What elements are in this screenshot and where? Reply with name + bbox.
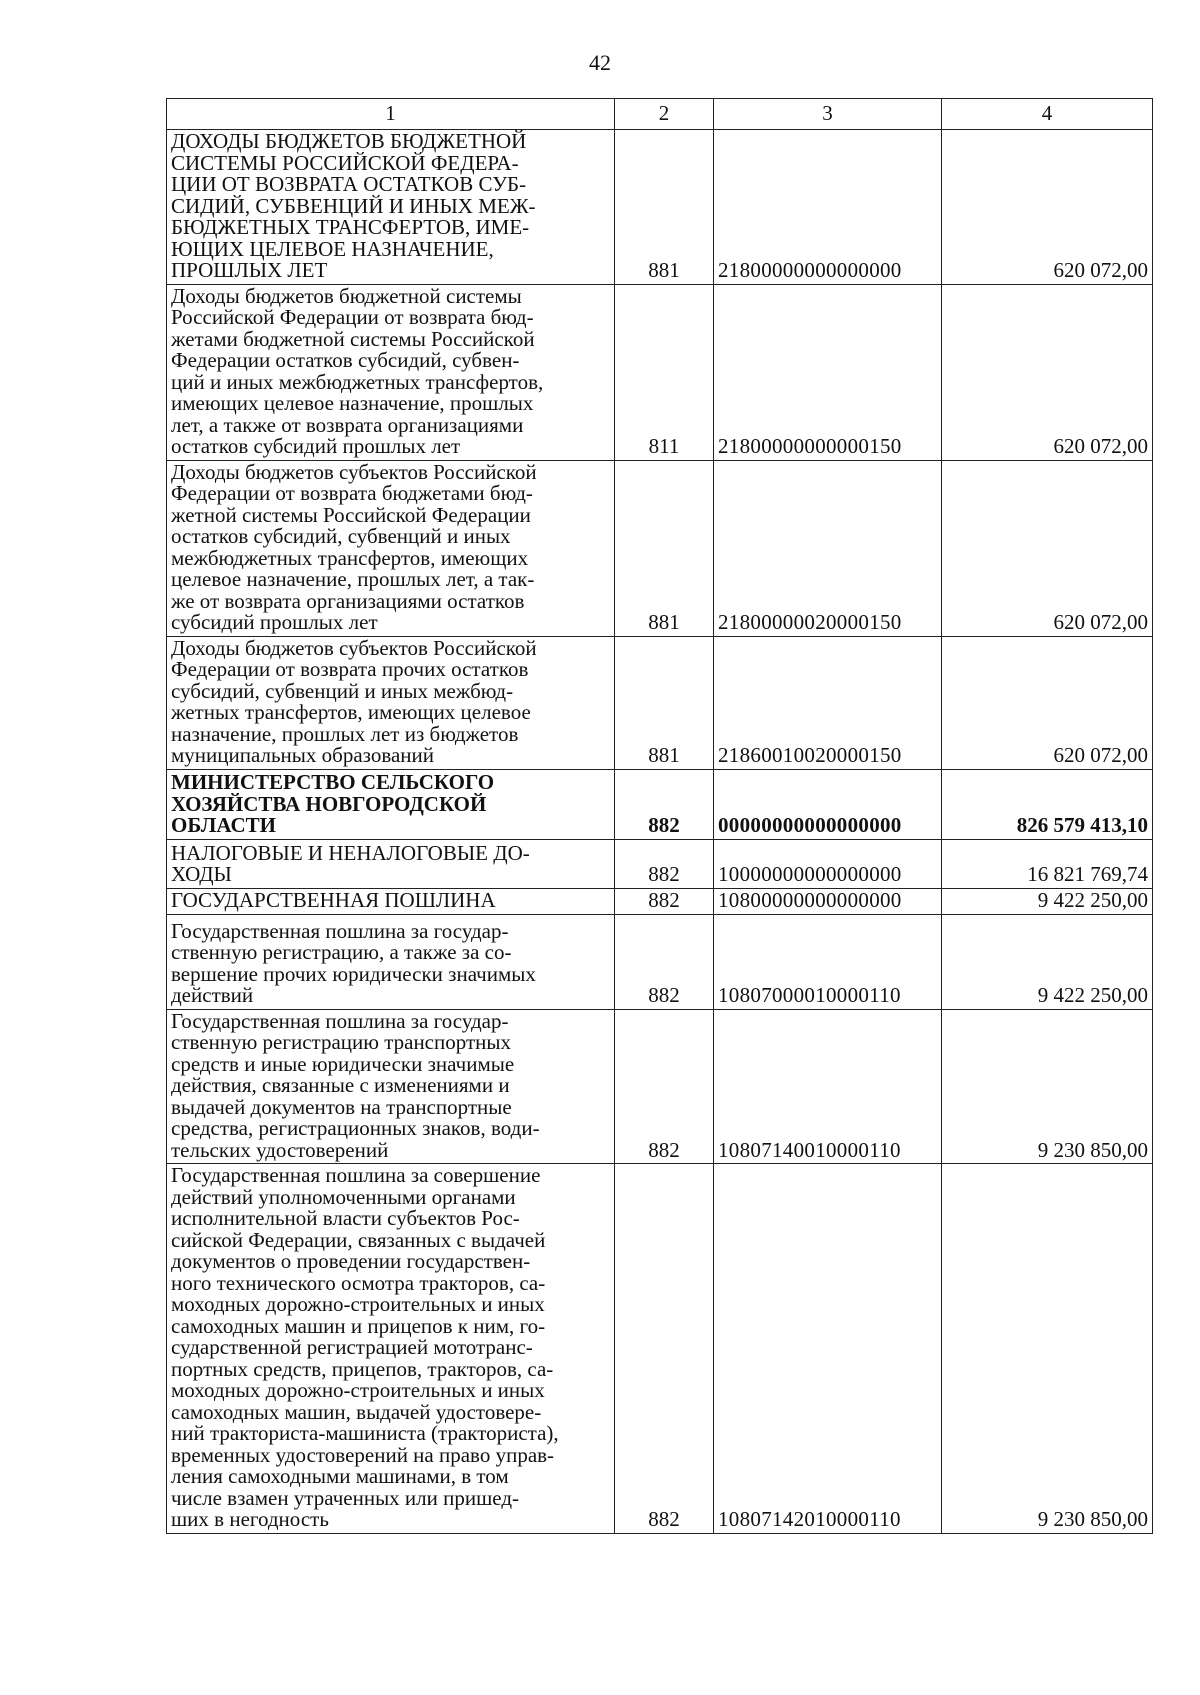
table-row xyxy=(167,636,1153,769)
row-budget-code-cell: 21800000020000150 xyxy=(714,460,942,636)
row-amount-cell: 620 072,00 xyxy=(942,284,1153,460)
row-admin-code-cell: 882 xyxy=(615,839,714,888)
row-name-cell: Доходы бюджетов субъектов Российской Федерации от возврата прочих остатков субсидий, субвенций и иных межбюд- жетных трансфертов, имеющих целевое назначение, прошлых лет из бюджетов муниципальных образований xyxy=(167,636,615,769)
row-amount-cell: 826 579 413,10 xyxy=(942,769,1153,839)
row-admin-code-cell: 882 xyxy=(615,1164,714,1534)
table-header-row xyxy=(167,99,1153,130)
table-row xyxy=(167,284,1153,460)
row-budget-code-cell: 10000000000000000 xyxy=(714,839,942,888)
row-budget-code-cell: 21860010020000150 xyxy=(714,636,942,769)
row-name-cell: Доходы бюджетов бюджетной системы Российской Федерации от возврата бюд- жетами бюджетной системы Российской Федерации остатков субсидий, субвен- ций и иных межбюджетных трансфертов, имеющих целевое назначение, прошлых лет, а также от возврата организациями остатков субсидий прошлых лет xyxy=(167,284,615,460)
table-row xyxy=(167,839,1153,888)
row-amount-cell: 9 230 850,00 xyxy=(942,1164,1153,1534)
row-amount-cell: 620 072,00 xyxy=(942,460,1153,636)
row-budget-code-cell: 21800000000000150 xyxy=(714,284,942,460)
row-admin-code-cell: 811 xyxy=(615,284,714,460)
row-budget-code-cell: 21800000000000000 xyxy=(714,130,942,285)
row-admin-code-cell: 882 xyxy=(615,769,714,839)
row-amount-cell: 620 072,00 xyxy=(942,130,1153,285)
row-name-cell: ГОСУДАРСТВЕННАЯ ПОШЛИНА xyxy=(167,888,615,914)
table-row xyxy=(167,769,1153,839)
row-amount-cell: 9 230 850,00 xyxy=(942,1009,1153,1164)
page-number: 42 xyxy=(589,50,611,75)
row-admin-code-cell: 881 xyxy=(615,636,714,769)
row-budget-code-cell: 10807140010000110 xyxy=(714,1009,942,1164)
row-budget-code-cell: 10807142010000110 xyxy=(714,1164,942,1534)
table-row xyxy=(167,1009,1153,1164)
row-amount-cell: 620 072,00 xyxy=(942,636,1153,769)
row-amount-cell: 16 821 769,74 xyxy=(942,839,1153,888)
row-name-cell: Государственная пошлина за государ- ственную регистрацию, а также за со- вершение прочих юридически значимых действий xyxy=(167,914,615,1009)
row-name-cell: ДОХОДЫ БЮДЖЕТОВ БЮДЖЕТНОЙ СИСТЕМЫ РОССИЙСКОЙ ФЕДЕРА- ЦИИ ОТ ВОЗВРАТА ОСТАТКОВ СУБ- СИДИЙ, СУБВЕНЦИЙ И ИНЫХ МЕЖ- БЮДЖЕТНЫХ ТРАНСФЕРТОВ, ИМЕ- ЮЩИХ ЦЕЛЕВОЕ НАЗНАЧЕНИЕ, ПРОШЛЫХ ЛЕТ xyxy=(167,130,615,285)
column-header: 3 xyxy=(714,99,942,130)
row-admin-code-cell: 882 xyxy=(615,888,714,914)
row-name-cell: Государственная пошлина за совершение действий уполномоченными органами исполнительной власти субъектов Рос- сийской Федерации, связанных с выдачей документов о проведении государствен- ного технического осмотра тракторов, са- моходных дорожно-строительных и иных самоходных машин и прицепов к ним, го- сударственной регистрацией мототранс- портных средств, прицепов, тракторов, са- моходных дорожно-строительных и иных самоходных машин, выдачей удостовере- ний тракториста-машиниста (тракториста), временных удостоверений на право управ- ления самоходными машинами, в том числе взамен утраченных или пришед- ших в негодность xyxy=(167,1164,615,1534)
table-row xyxy=(167,888,1153,914)
table-row xyxy=(167,1164,1153,1534)
row-amount-cell: 9 422 250,00 xyxy=(942,914,1153,1009)
row-amount-cell: 9 422 250,00 xyxy=(942,888,1153,914)
row-admin-code-cell: 882 xyxy=(615,1009,714,1164)
row-budget-code-cell: 10800000000000000 xyxy=(714,888,942,914)
table-row xyxy=(167,130,1153,285)
table-row xyxy=(167,914,1153,1009)
table-body xyxy=(167,99,1153,1534)
column-header: 1 xyxy=(167,99,615,130)
row-name-cell: МИНИСТЕРСТВО СЕЛЬСКОГО ХОЗЯЙСТВА НОВГОРОДСКОЙ ОБЛАСТИ xyxy=(167,769,615,839)
table-row xyxy=(167,460,1153,636)
row-budget-code-cell: 00000000000000000 xyxy=(714,769,942,839)
row-name-cell: НАЛОГОВЫЕ И НЕНАЛОГОВЫЕ ДО- ХОДЫ xyxy=(167,839,615,888)
row-budget-code-cell: 10807000010000110 xyxy=(714,914,942,1009)
row-name-cell: Доходы бюджетов субъектов Российской Федерации от возврата бюджетами бюд- жетной системы Российской Федерации остатков субсидий, субвенций и иных межбюджетных трансфертов, имеющих целевое назначение, прошлых лет, а так- же от возврата организациями остатков субсидий прошлых лет xyxy=(167,460,615,636)
row-admin-code-cell: 882 xyxy=(615,914,714,1009)
row-admin-code-cell: 881 xyxy=(615,130,714,285)
column-header: 2 xyxy=(615,99,714,130)
column-header: 4 xyxy=(942,99,1153,130)
row-admin-code-cell: 881 xyxy=(615,460,714,636)
budget-table xyxy=(166,98,1153,1534)
row-name-cell: Государственная пошлина за государ- ственную регистрацию транспортных средств и иные юридически значимые действия, связанные с изменениями и выдачей документов на транспортные средства, регистрационных знаков, води- тельских удостоверений xyxy=(167,1009,615,1164)
